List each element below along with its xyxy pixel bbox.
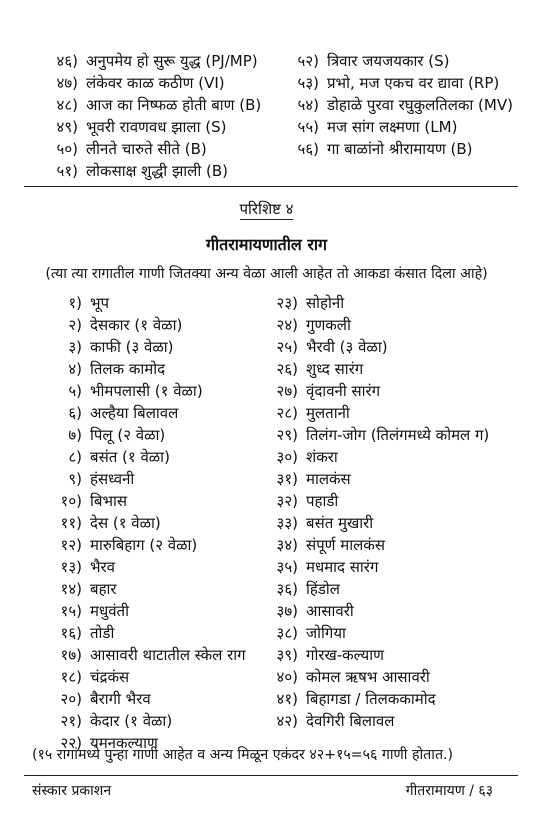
raga-item: ४) तिलक कामोद xyxy=(68,360,166,378)
raga-item: ३२) पहाडी xyxy=(276,492,339,510)
song-item: ५१) लोकसाक्ष शुद्धी झाली (B) xyxy=(56,162,229,180)
raga-item: १७) आसावरी थाटातील स्केल राग xyxy=(60,646,246,664)
raga-item: २) देसकार (१ वेळा) xyxy=(68,316,183,334)
raga-item: ३०) शंकरा xyxy=(276,448,338,466)
raga-item: १६) तोडी xyxy=(60,624,115,642)
song-item: ५२) त्रिवार जयजयकार (S) xyxy=(297,52,450,70)
raga-item: २८) मुलतानी xyxy=(276,404,350,422)
raga-item: ४१) बिहागडा / तिलककामोद xyxy=(276,690,436,708)
raga-item: १८) चंद्रकंस xyxy=(60,668,130,686)
raga-item: ७) पिलू (२ वेळा) xyxy=(68,426,166,444)
raga-item: ९) हंसध्वनी xyxy=(68,470,135,488)
section-divider xyxy=(24,186,518,187)
raga-item: २५) भैरवी (३ वेळा) xyxy=(276,338,388,356)
raga-item: ८) बसंत (१ वेळा) xyxy=(68,448,170,466)
raga-item: ४२) देवगिरी बिलावल xyxy=(276,712,395,730)
raga-item: २३) सोहोनी xyxy=(276,294,345,312)
section-title: गीतरामायणातील राग xyxy=(205,235,328,254)
raga-item: ३६) हिंडोल xyxy=(276,580,340,598)
raga-item: २६) शुध्द सारंग xyxy=(276,360,364,378)
raga-item: २०) बैरागी भैरव xyxy=(60,690,151,708)
song-item: ५०) लीनते चारुते सीते (B) xyxy=(56,140,207,158)
raga-item: ३१) मालकंस xyxy=(276,470,351,488)
raga-item: २९) तिलंग-जोग (तिलंगमध्ये कोमल ग) xyxy=(276,426,490,444)
publisher-name: संस्कार प्रकाशन xyxy=(32,783,112,799)
raga-item: ३३) बसंत मुखारी xyxy=(276,514,374,532)
song-item: ४६) अनुपमेय हो सुरू युद्ध (PJ/MP) xyxy=(56,52,258,70)
raga-item: ४०) कोमल ऋषभ आसावरी xyxy=(276,668,430,686)
raga-item: ३४) संपूर्ण मालकंस xyxy=(276,536,385,554)
song-item: ४९) भूवरी रावणवध झाला (S) xyxy=(56,118,227,136)
raga-item: २१) केदार (१ वेळा) xyxy=(60,712,173,730)
raga-item: १५) मधुवंती xyxy=(60,602,129,620)
closing-note: (१५ रागांमध्ये पुन्हा गाणी आहेत व अन्य मिळून एकंदर ४२+१५=५६ गाणी होतात.) xyxy=(32,747,454,763)
footer-divider xyxy=(24,775,518,776)
song-item: ५६) गा बाळांनो श्रीरामायण (B) xyxy=(297,140,473,158)
song-item: ४८) आज का निष्फळ होती बाण (B) xyxy=(56,96,262,114)
song-item: ५४) डोहाळे पुरवा रघुकुलतिलका (MV) xyxy=(297,96,513,114)
raga-item: ११) देस (१ वेळा) xyxy=(60,514,161,532)
raga-item: १०) बिभास xyxy=(60,492,128,510)
raga-item: २७) वृंदावनी सारंग xyxy=(276,382,381,400)
song-item: ५३) प्रभो, मज एकच वर द्यावा (RP) xyxy=(297,74,500,92)
page-number: गीतरामायण / ६३ xyxy=(405,783,493,799)
raga-item: ३८) जोगिया xyxy=(276,624,346,642)
raga-item: २४) गुणकली xyxy=(276,316,351,334)
raga-item: ३९) गोरख-कल्याण xyxy=(276,646,384,664)
song-item: ५५) मज सांग लक्ष्मणा (LM) xyxy=(297,118,458,136)
raga-item: ३५) मधमाद सारंग xyxy=(276,558,379,576)
song-item: ४७) लंकेवर काळ कठीण (VI) xyxy=(56,74,225,92)
raga-item: ५) भीमपलासी (१ वेळा) xyxy=(68,382,203,400)
raga-item: १२) मारुबिहाग (२ वेळा) xyxy=(60,536,198,554)
raga-item: ३७) आसावरी xyxy=(276,602,354,620)
raga-item: १३) भैरव xyxy=(60,558,116,576)
raga-item: ६) अल्हैया बिलावल xyxy=(68,404,179,422)
raga-item: १४) बहार xyxy=(60,580,117,598)
raga-item: २२) यमनकल्याण xyxy=(60,734,158,752)
appendix-label: परिशिष्ट ४ xyxy=(239,200,294,218)
intro-note: (त्या त्या रागातील गाणी जितक्या अन्य वेळा आली आहेत तो आकडा कंसात दिला आहे) xyxy=(45,266,488,282)
raga-item: १) भूप xyxy=(68,294,110,312)
raga-item: ३) काफी (३ वेळा) xyxy=(68,338,174,356)
